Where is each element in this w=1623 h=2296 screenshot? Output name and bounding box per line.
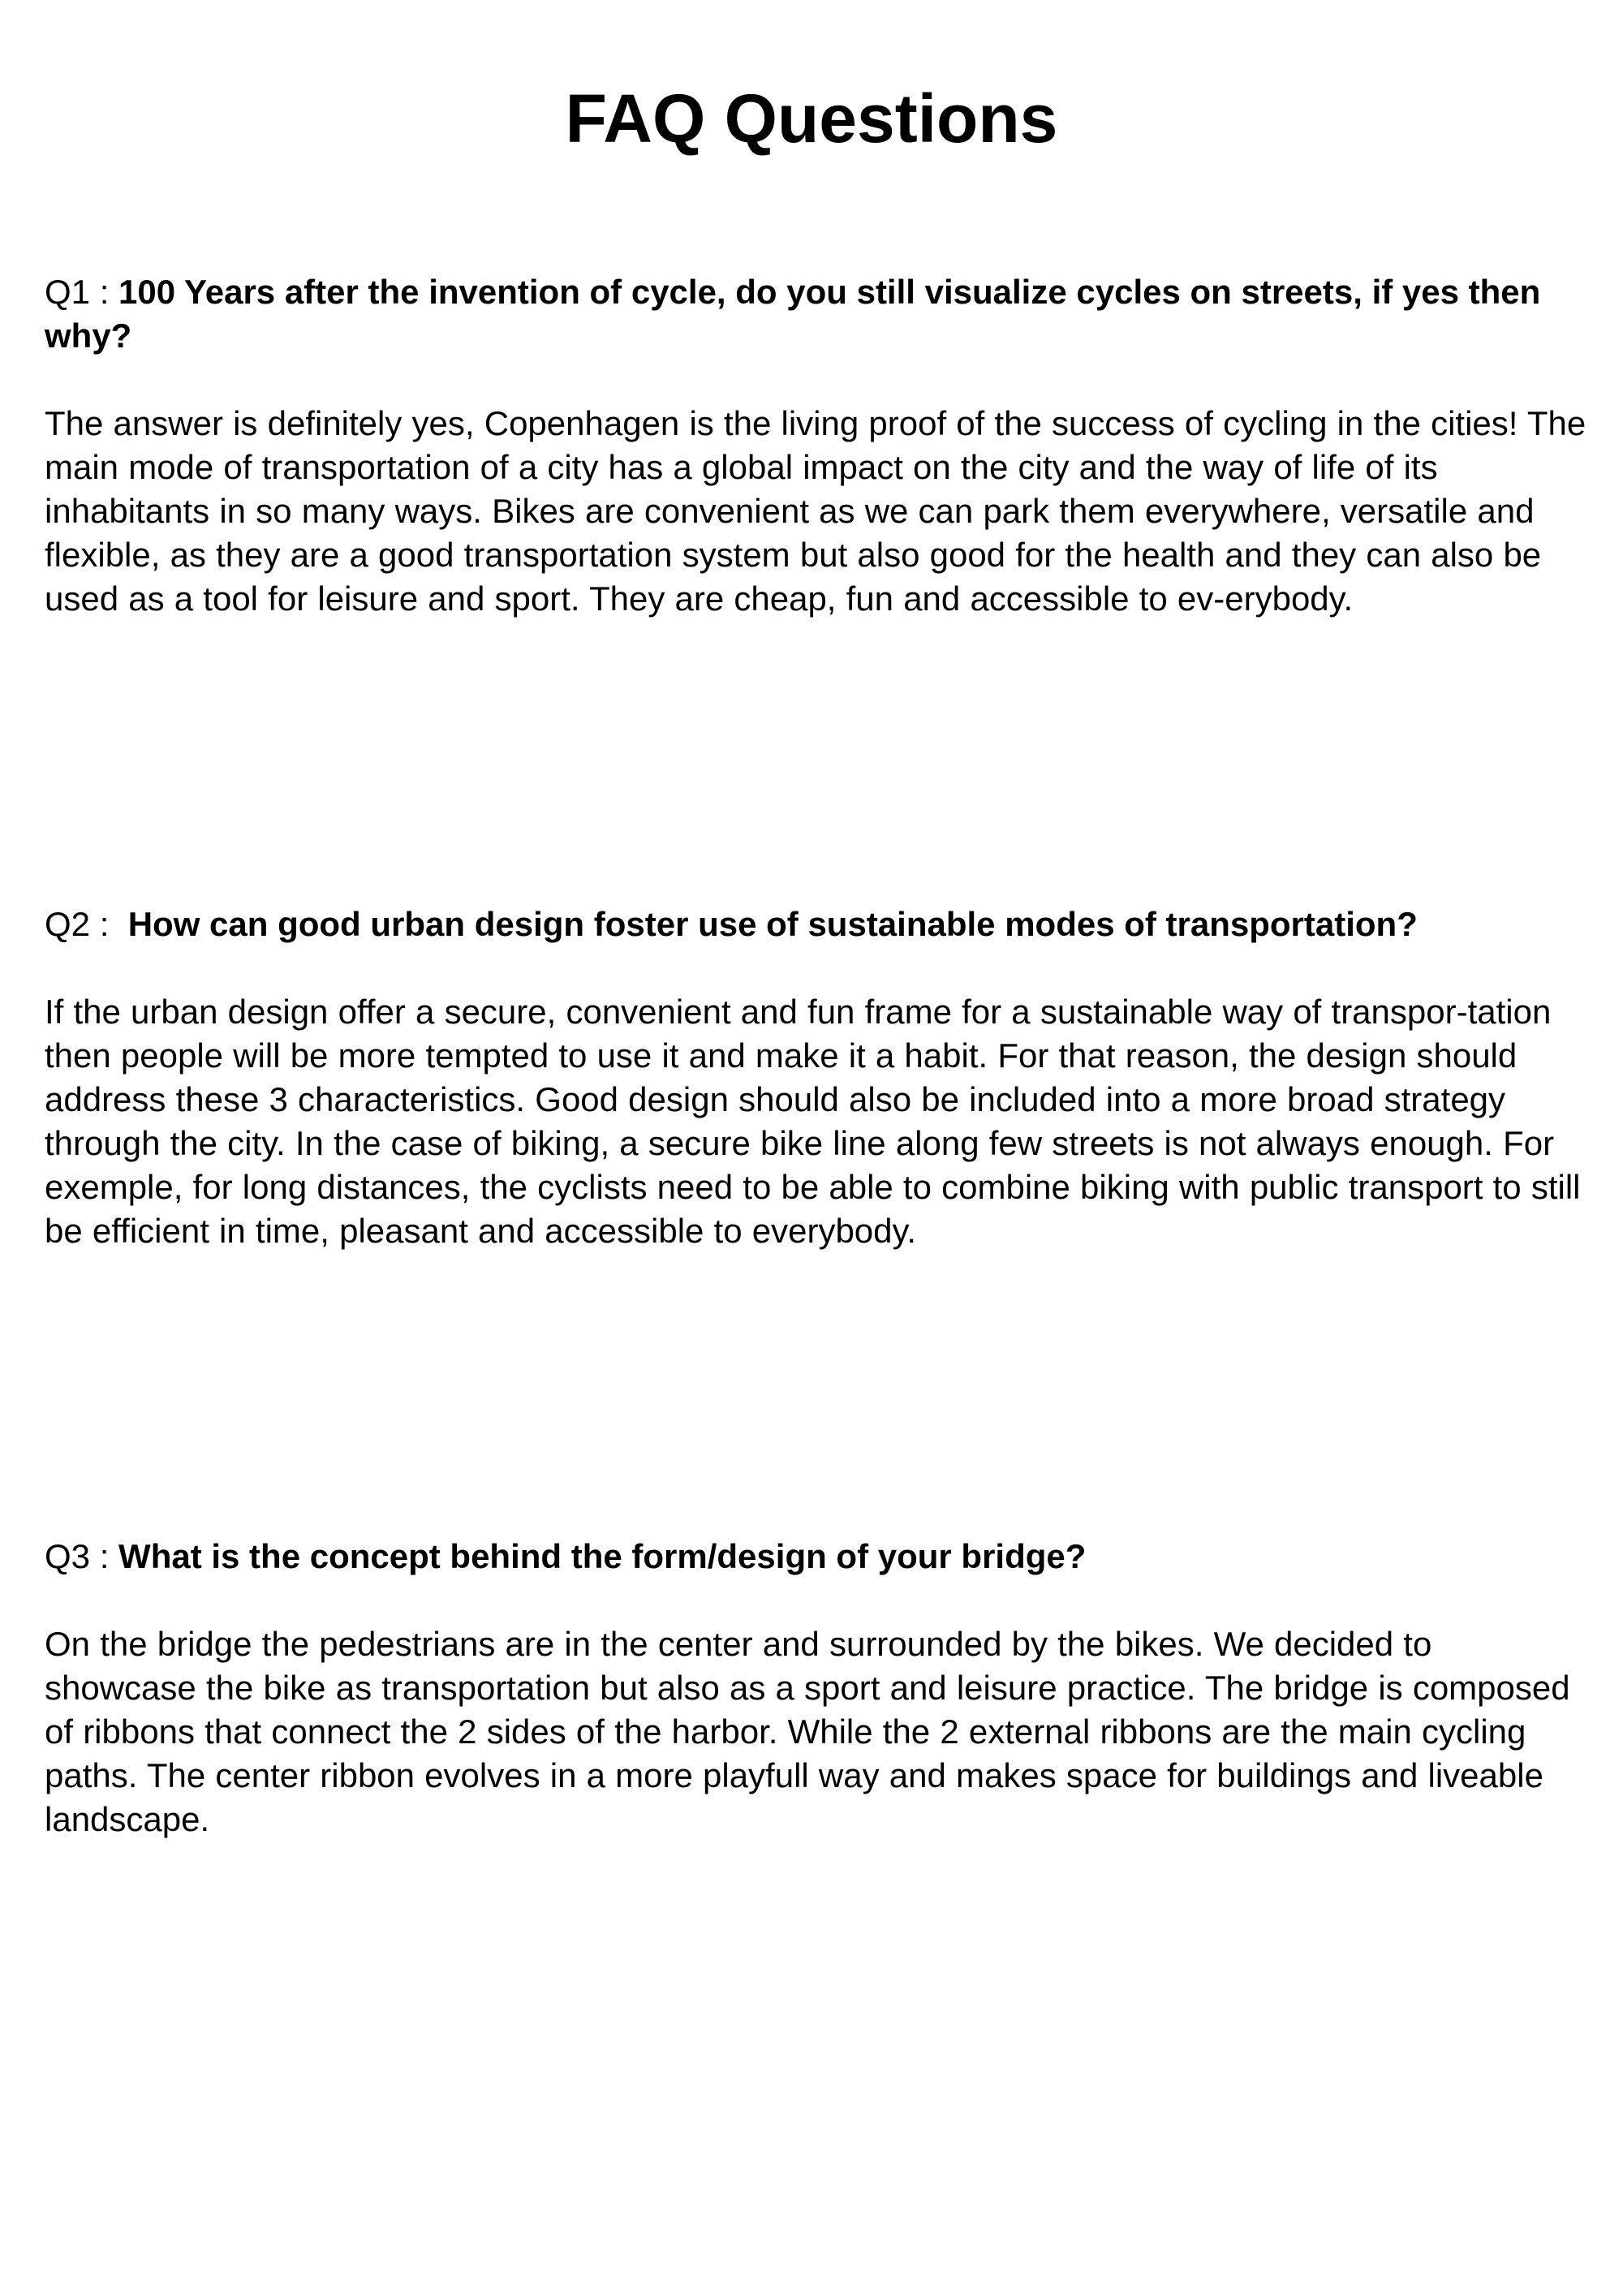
faq-question-3 <box>45 1535 1586 1579</box>
faq-question-2 <box>45 902 1586 946</box>
faq-answer-1: The answer is definitely yes, Copenhagen is the living proof of the success of cycling in the cities! The main mode of transportation of a city has a global impact on the city and the way of life of its inhabitants in so many ways. Bikes are convenient as we can park them everywhere, versatile and flexible, as they are a good transportation system but also good for the health and they can also be used as a tool for leisure and sport. They are cheap, fun and accessible to ev-erybody. <box>45 404 1586 618</box>
question-label: Q2 : <box>45 905 110 943</box>
faq-answer-3: On the bridge the pedestrians are in the center and surrounded by the bikes. We decided to showcase the bike as transportation but also as a sport and leisure practice. The bridge is composed of ribbons that connect the 2 sides of the harbor. While the 2 external ribbons are the main cycling paths. The center ribbon evolves in a more playfull way and makes space for buildings and liveable landscape. <box>45 1625 1570 1838</box>
question-text: What is the concept behind the form/design of your bridge? <box>118 1537 1087 1575</box>
faq-answer-2: If the urban design offer a secure, convenient and fun frame for a sustainable way of transpor-tation then people will be more tempted to use it and make it a habit. For that reason, the design should address these 3 characteristics. Good design should also be included into a more broad strategy through the city. In the case of biking, a secure bike line along few streets is not always enough. For exemple, for long distances, the cyclists need to be able to combine biking with public transport to still be efficient in time, pleasant and accessible to everybody. <box>45 993 1581 1250</box>
faq-item-2 <box>45 902 1586 1253</box>
question-label: Q1 : <box>45 273 110 311</box>
faq-question-1 <box>45 270 1586 358</box>
faq-item-3 <box>45 1535 1586 1842</box>
faq-item-1 <box>45 270 1586 621</box>
question-text: How can good urban design foster use of sustainable modes of transportation? <box>127 905 1418 943</box>
question-text: 100 Years after the invention of cycle, do you still visualize cycles on streets, if yes then why? <box>45 273 1541 355</box>
page-title: FAQ Questions <box>565 80 1058 157</box>
question-label: Q3 : <box>45 1537 110 1575</box>
